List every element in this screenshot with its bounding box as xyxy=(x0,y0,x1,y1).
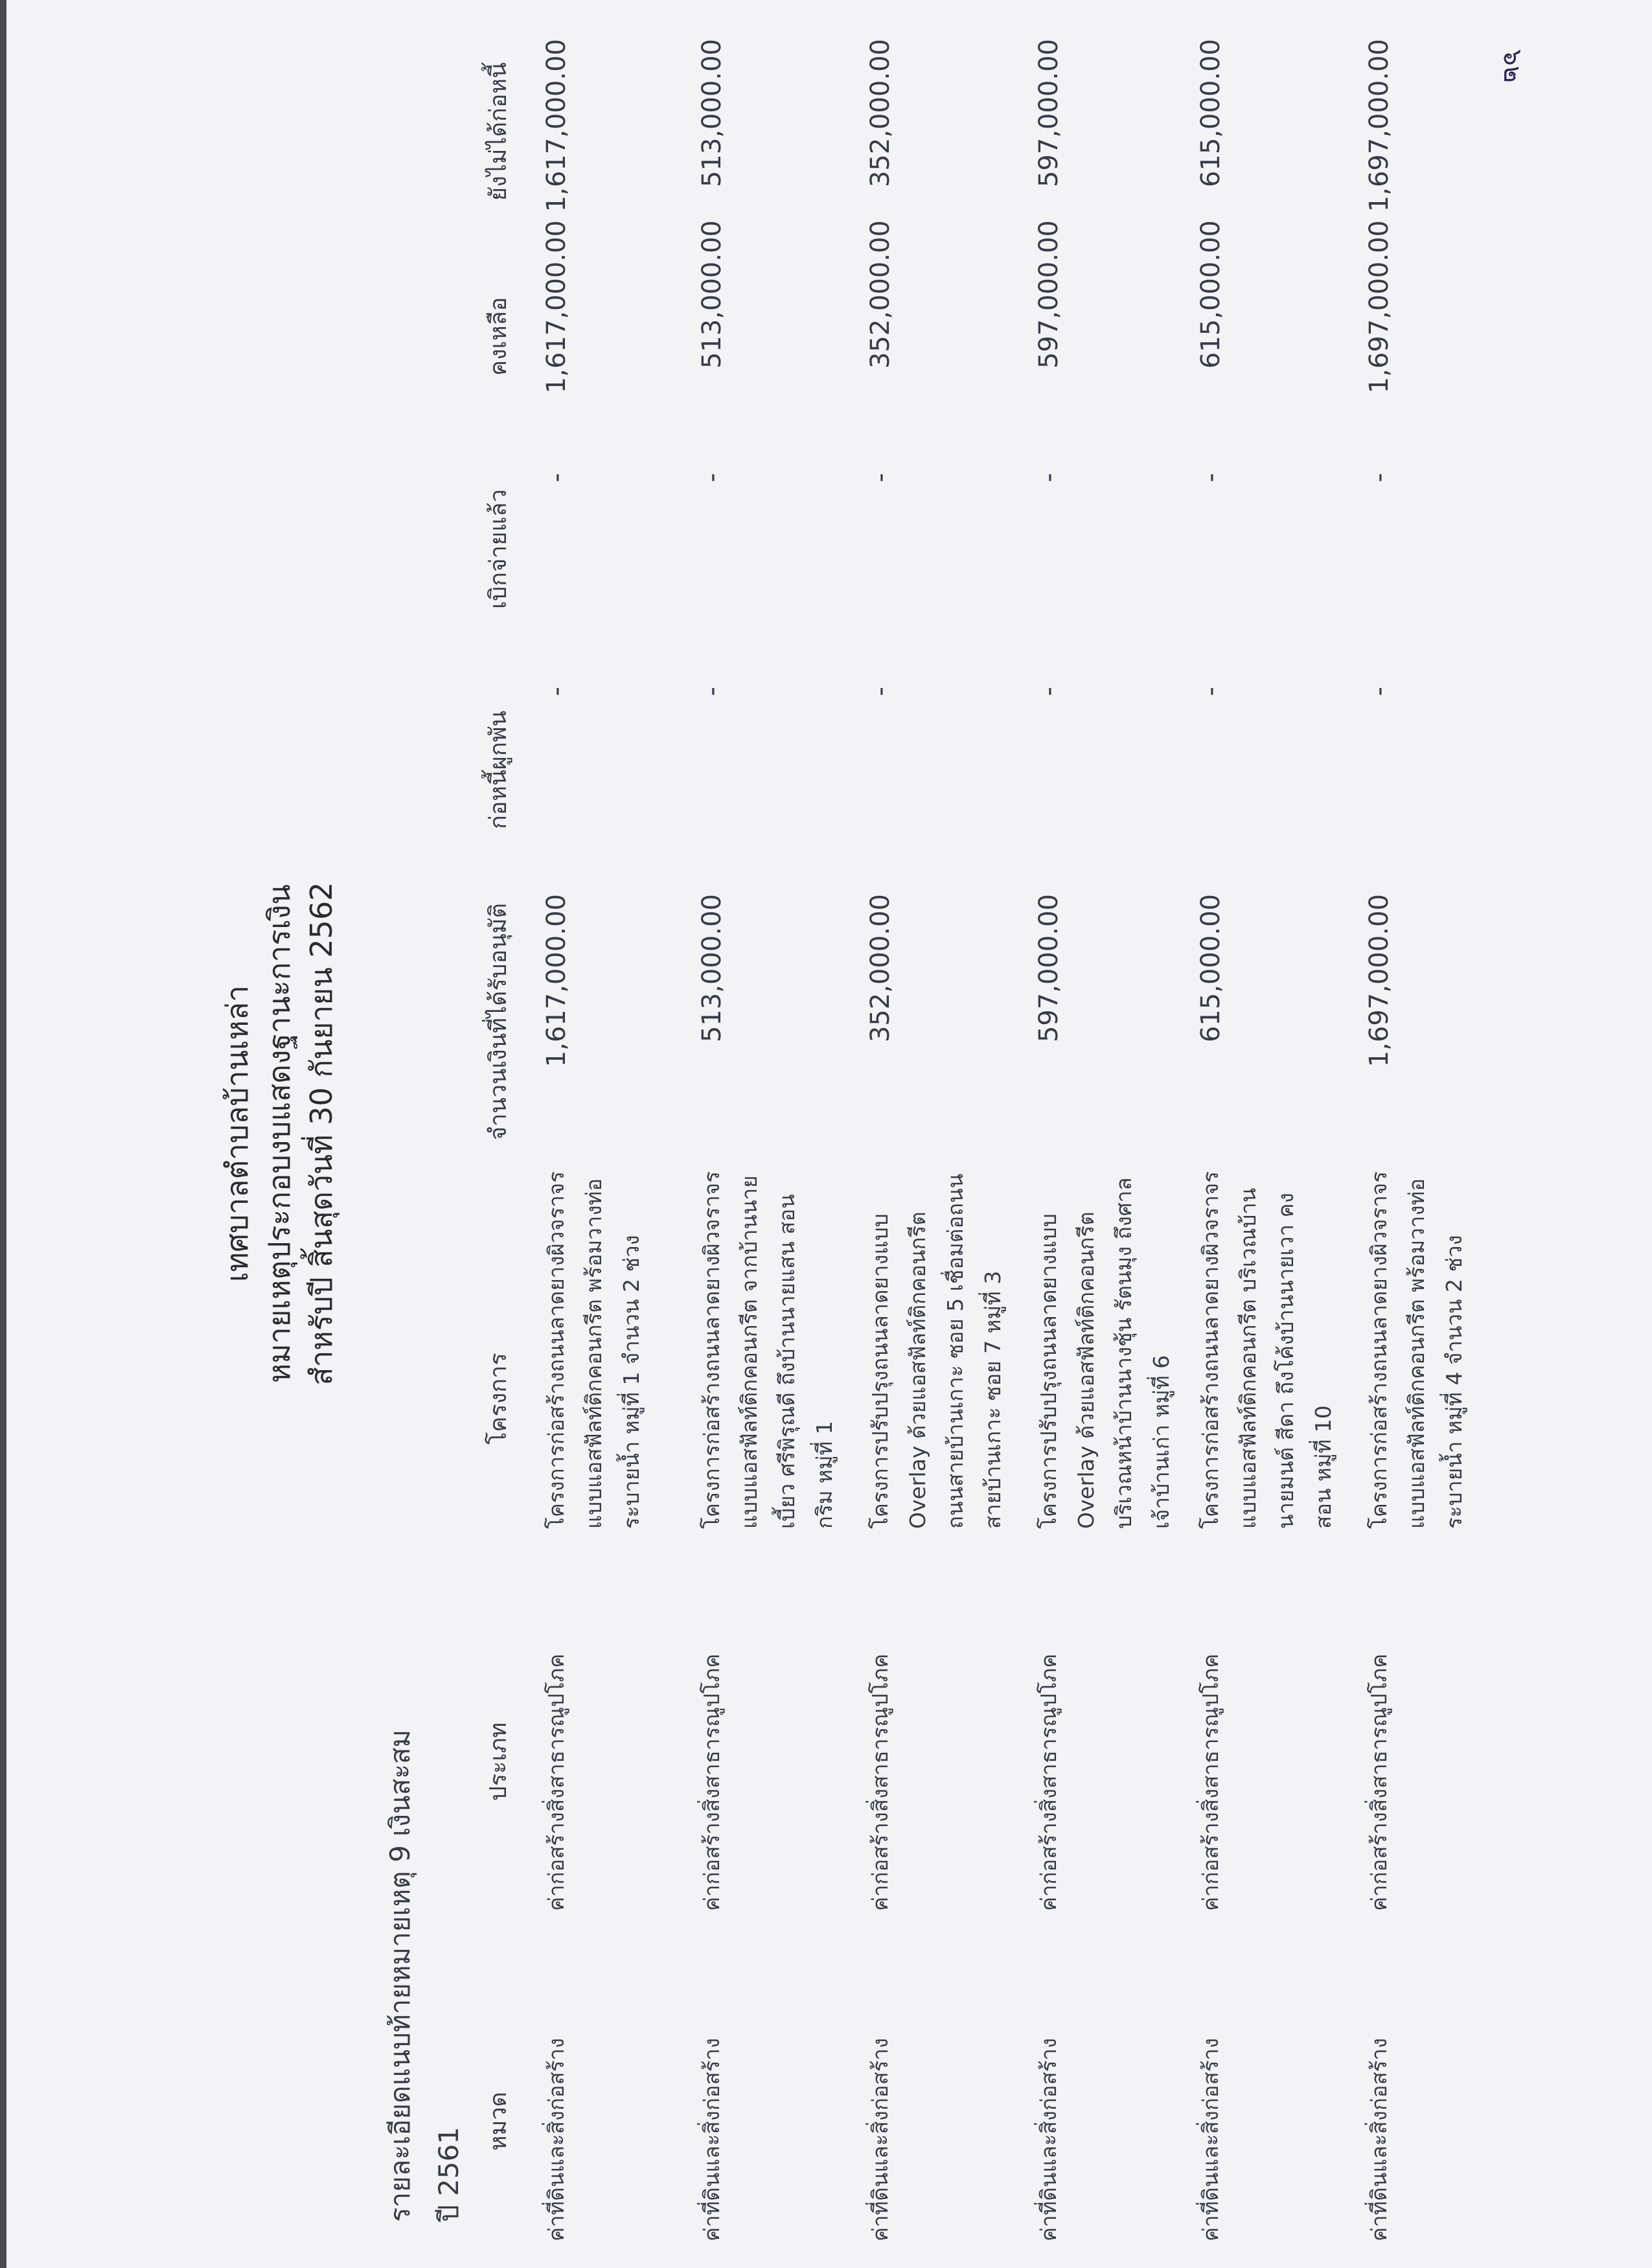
cell-project: โครงการปรับปรุงถนนลาดยางแบบ Overlay ด้วยแอสฟัลท์ติกคอนกรีต ถนนสายบ้านเกาะ ซอย 5 เชื่อมต่อถนนสายบ้านเกาะ ซอย 7 หมู่ที่ 3 xyxy=(867,1173,1005,1529)
cell-category: ค่าที่ดินและสิ่งก่อสร้าง xyxy=(867,2037,893,2241)
cell-uncommitted: 615,000.00 xyxy=(1196,39,1226,188)
cell-category: ค่าที่ดินและสิ่งก่อสร้าง xyxy=(699,2037,724,2241)
col-header-uncommitted: ยังไม่ได้ก่อหนี้ xyxy=(485,62,512,201)
cell-type: ค่าก่อสร้างสิ่งสาธารณูปโภค xyxy=(1198,1653,1223,1911)
cell-type: ค่าก่อสร้างสิ่งสาธารณูปโภค xyxy=(1366,1653,1392,1911)
cell-uncommitted: 352,000.00 xyxy=(866,39,895,188)
cell-approved: 1,617,000.00 xyxy=(542,894,571,1068)
doc-title-period: สำหรับปี สิ้นสุดวันที่ 30 กันยายน 2562 xyxy=(304,882,339,1386)
cell-uncommitted: 1,617,000.00 xyxy=(542,39,571,212)
table-row xyxy=(693,13,849,2254)
cell-category: ค่าที่ดินและสิ่งก่อสร้าง xyxy=(544,2037,569,2241)
cell-paid: - xyxy=(866,473,895,483)
cell-type: ค่าก่อสร้างสิ่งสาธารณูปโภค xyxy=(699,1653,724,1911)
cell-type: ค่าก่อสร้างสิ่งสาธารณูปโภค xyxy=(867,1653,893,1911)
cell-project: โครงการก่อสร้างถนนลาดยางผิวจราจรแบบแอสฟัลท์ติกคอนกรีต พร้อมวางท่อระบายน้ำ หมู่ที่ 1 จำนวน 2 ช่วง xyxy=(544,1171,644,1529)
cell-paid: - xyxy=(542,473,571,483)
cell-remaining: 513,000.00 xyxy=(697,220,727,369)
cell-approved: 597,000.00 xyxy=(1034,894,1064,1043)
cell-paid: - xyxy=(1034,473,1064,483)
doc-title-org: เทศบาลตำบลบ้านเหล่า xyxy=(220,985,255,1283)
cell-committed: - xyxy=(542,687,571,696)
cell-approved: 615,000.00 xyxy=(1196,894,1226,1043)
cell-paid: - xyxy=(697,473,727,483)
cell-project: โครงการก่อสร้างถนนลาดยางผิวจราจรแบบแอสฟัลท์ติกคอนกรีต บริเวณบ้านนายมนต์ สีดา ถึงโค้งบ้านนายเวา คงสอน หมู่ที่ 10 xyxy=(1198,1171,1336,1529)
cell-remaining: 597,000.00 xyxy=(1034,220,1064,369)
cell-project: โครงการปรับปรุงถนนลาดยางแบบ Overlay ด้วยแอสฟัลท์ติกคอนกรีต บริเวณหน้าบ้านนางชุ้น รัตนมุง ถึงศาลเจ้าบ้านเก่า หมู่ที่ 6 xyxy=(1036,1177,1174,1529)
cell-uncommitted: 513,000.00 xyxy=(697,39,727,188)
cell-committed: - xyxy=(1196,687,1226,696)
cell-project: โครงการก่อสร้างถนนลาดยางผิวจราจรแบบแอสฟัลท์ติกคอนกรีต พร้อมวางท่อระบายน้ำ หมู่ที่ 4 จำนวน 2 ช่วง xyxy=(1366,1171,1467,1529)
col-header-paid: เบิกจ่ายแล้ว xyxy=(485,489,512,609)
cell-committed: - xyxy=(1364,687,1394,696)
col-header-category: หมวด xyxy=(485,2091,512,2151)
cell-committed: - xyxy=(1034,687,1064,696)
doc-title-notes: หมายเหตุประกอบงบแสดงฐานะการเงิน xyxy=(262,884,297,1383)
cell-category: ค่าที่ดินและสิ่งก่อสร้าง xyxy=(1366,2037,1392,2241)
cell-uncommitted: 1,697,000.00 xyxy=(1364,39,1394,212)
cell-paid: - xyxy=(1196,473,1226,483)
cell-remaining: 352,000.00 xyxy=(866,220,895,369)
cell-project: โครงการก่อสร้างถนนลาดยางผิวจราจรแบบแอสฟัลท์ติกคอนกรีต จากบ้านนายเบี้ยว ศรีพิรุณดี ถึงบ้านนายแสน สอนกริม หมู่ที่ 1 xyxy=(699,1171,837,1529)
cell-committed: - xyxy=(697,687,727,696)
doc-subtitle: รายละเอียดแนบท้ายหมายเหตุ 9 เงินสะสม xyxy=(384,1729,416,2222)
col-header-approved: จำนวนเงินที่ได้รับอนุมัติ xyxy=(485,903,512,1140)
table-row xyxy=(538,13,693,2254)
cell-committed: - xyxy=(866,687,895,696)
cell-remaining: 1,697,000.00 xyxy=(1364,220,1394,394)
col-header-project: โครงการ xyxy=(485,1353,512,1445)
cell-remaining: 615,000.00 xyxy=(1196,220,1226,369)
cell-approved: 352,000.00 xyxy=(866,894,895,1043)
col-header-committed: ก่อหนี้ผูกพัน xyxy=(485,711,512,829)
doc-year: ปี 2561 xyxy=(433,2127,465,2222)
cell-approved: 513,000.00 xyxy=(697,894,727,1043)
cell-category: ค่าที่ดินและสิ่งก่อสร้าง xyxy=(1036,2037,1061,2241)
rotated-document xyxy=(26,13,1633,2254)
table-row xyxy=(862,13,1017,2254)
table-row xyxy=(1192,13,1348,2254)
cell-approved: 1,697,000.00 xyxy=(1364,894,1394,1068)
page-number: ๖๒ xyxy=(1497,49,1528,83)
cell-type: ค่าก่อสร้างสิ่งสาธารณูปโภค xyxy=(1036,1653,1061,1911)
table-row xyxy=(1030,13,1186,2254)
cell-uncommitted: 597,000.00 xyxy=(1034,39,1064,188)
cell-category: ค่าที่ดินและสิ่งก่อสร้าง xyxy=(1198,2037,1223,2241)
cell-paid: - xyxy=(1364,473,1394,483)
cell-remaining: 1,617,000.00 xyxy=(542,220,571,394)
col-header-type: ประเภท xyxy=(485,1722,512,1801)
col-header-remaining: คงเหลือ xyxy=(485,297,512,376)
table-row xyxy=(1360,13,1516,2254)
cell-type: ค่าก่อสร้างสิ่งสาธารณูปโภค xyxy=(544,1653,569,1911)
scan-edge xyxy=(0,0,6,2268)
